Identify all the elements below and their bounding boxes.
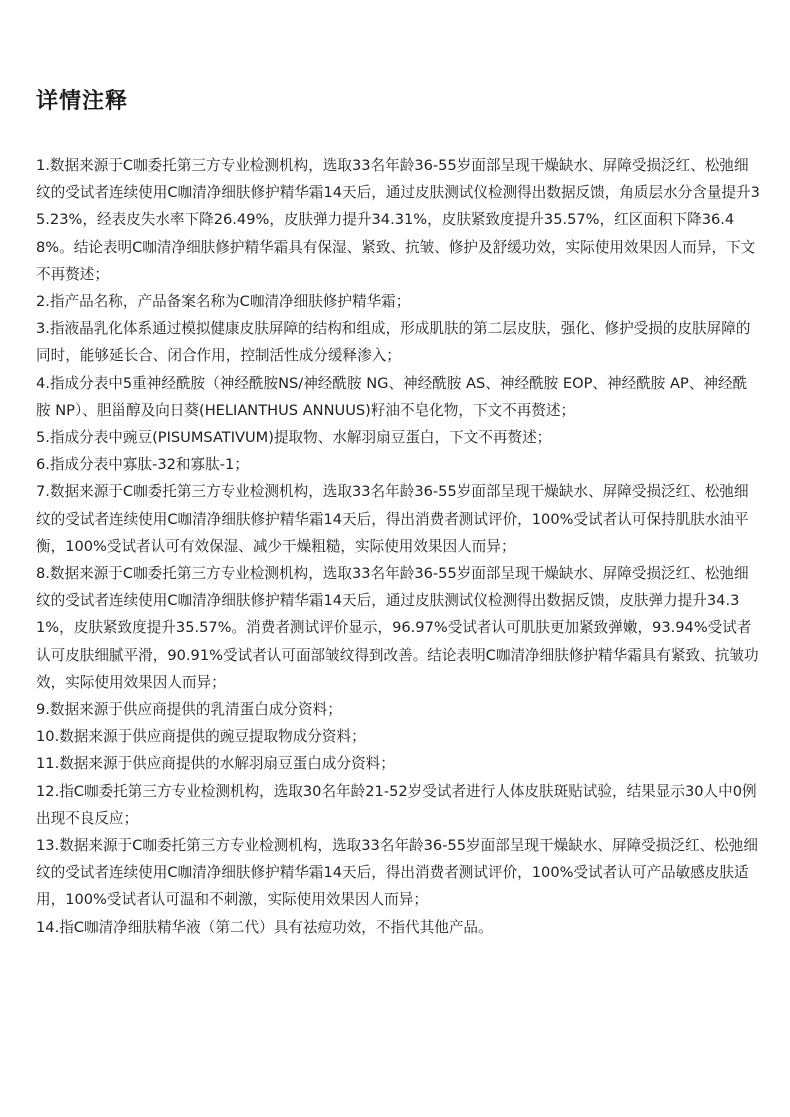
footnote-7: 7.数据来源于C咖委托第三方专业检测机构，选取33名年龄36-55岁面部呈现干燥缺水、屏障受损泛红、松弛细纹的受试者连续使用C咖清净细肤修护精华霜14天后，得出消费者测试评价，100%受试者认可保持肌肤水油平衡，100%受试者认可有效保湿、减少干燥粗糙，实际使用效果因人而异； (36, 483, 749, 555)
footnote-5: 5.指成分表中豌豆(PISUMSATIVUM)提取物、水解羽扇豆蛋白，下文不再赘述； (36, 429, 552, 447)
footnote-13: 13.数据来源于C咖委托第三方专业检测机构，选取33名年龄36-55岁面部呈现干燥缺水、屏障受损泛红、松弛细纹的受试者连续使用C咖清净细肤修护精华霜14天后，得出消费者测试评价，100%受试者认可产品敏感皮肤适用，100%受试者认可温和不刺激，实际使用效果因人而异； (36, 837, 758, 909)
footnote-12: 12.指C咖委托第三方专业检测机构，选取30名年龄21-52岁受试者进行人体皮肤斑贴试验，结果显示30人中0例出现不良反应； (36, 782, 757, 827)
footnote-8: 8.数据来源于C咖委托第三方专业检测机构，选取33名年龄36-55岁面部呈现干燥缺水、屏障受损泛红、松弛细纹的受试者连续使用C咖清净细肤修护精华霜14天后，通过皮肤测试仪检测得出数据反馈，皮肤弹力提升34.31%，皮肤紧致度提升35.57%。消费者测试评价显示，96.97%受试者认可肌肤更加紧致弹嫩，93.94%受试者认可皮肤细腻平滑，90.91%受试者认可面部皱纹得到改善。结论表明C咖清净细肤修护精华霜具有紧致、抗皱功效，实际使用效果因人而异； (36, 565, 759, 691)
footnote-14: 14.指C咖清净细肤精华液（第二代）具有祛痘功效，不指代其他产品。 (36, 918, 493, 936)
footnote-10: 10.数据来源于供应商提供的豌豆提取物成分资料； (36, 728, 366, 746)
footnote-6: 6.指成分表中寡肽-32和寡肽-1； (36, 456, 249, 474)
footnote-4: 4.指成分表中5重神经酰胺（神经酰胺NS/神经酰胺 NG、神经酰胺 AS、神经酰胺 EOP、神经酰胺 AP、神经酰胺 NP）、胆甾醇及向日葵(HELIANTHUS ANNUUS)籽油不皂化物，下文不再赘述； (36, 374, 748, 419)
page-title: 详情注释 (36, 89, 129, 114)
footnote-11: 11.数据来源于供应商提供的水解羽扇豆蛋白成分资料； (36, 755, 395, 773)
footnote-9: 9.数据来源于供应商提供的乳清蛋白成分资料； (36, 701, 342, 719)
footnote-2: 2.指产品名称，产品备案名称为C咖清净细肤修护精华霜； (36, 293, 411, 311)
footnote-3: 3.指液晶乳化体系通过模拟健康皮肤屏障的结构和组成，形成肌肤的第二层皮肤，强化、修护受损的皮肤屏障的同时，能够延长合、闭合作用，控制活性成分缓释渗入； (36, 320, 751, 365)
footnote-1: 1.数据来源于C咖委托第三方专业检测机构，选取33名年龄36-55岁面部呈现干燥缺水、屏障受损泛红、松弛细纹的受试者连续使用C咖清净细肤修护精华霜14天后，通过皮肤测试仪检测得出数据反馈，角质层水分含量提升35.23%，经表皮失水率下降26.49%，皮肤弹力提升34.31%，皮肤紧致度提升35.57%，红区面积下降36.48%。结论表明C咖清净细肤修护精华霜具有保湿、紧致、抗皱、修护及舒缓功效，实际使用效果因人而异，下文不再赘述； (36, 157, 760, 283)
footnote-list (36, 152, 760, 941)
